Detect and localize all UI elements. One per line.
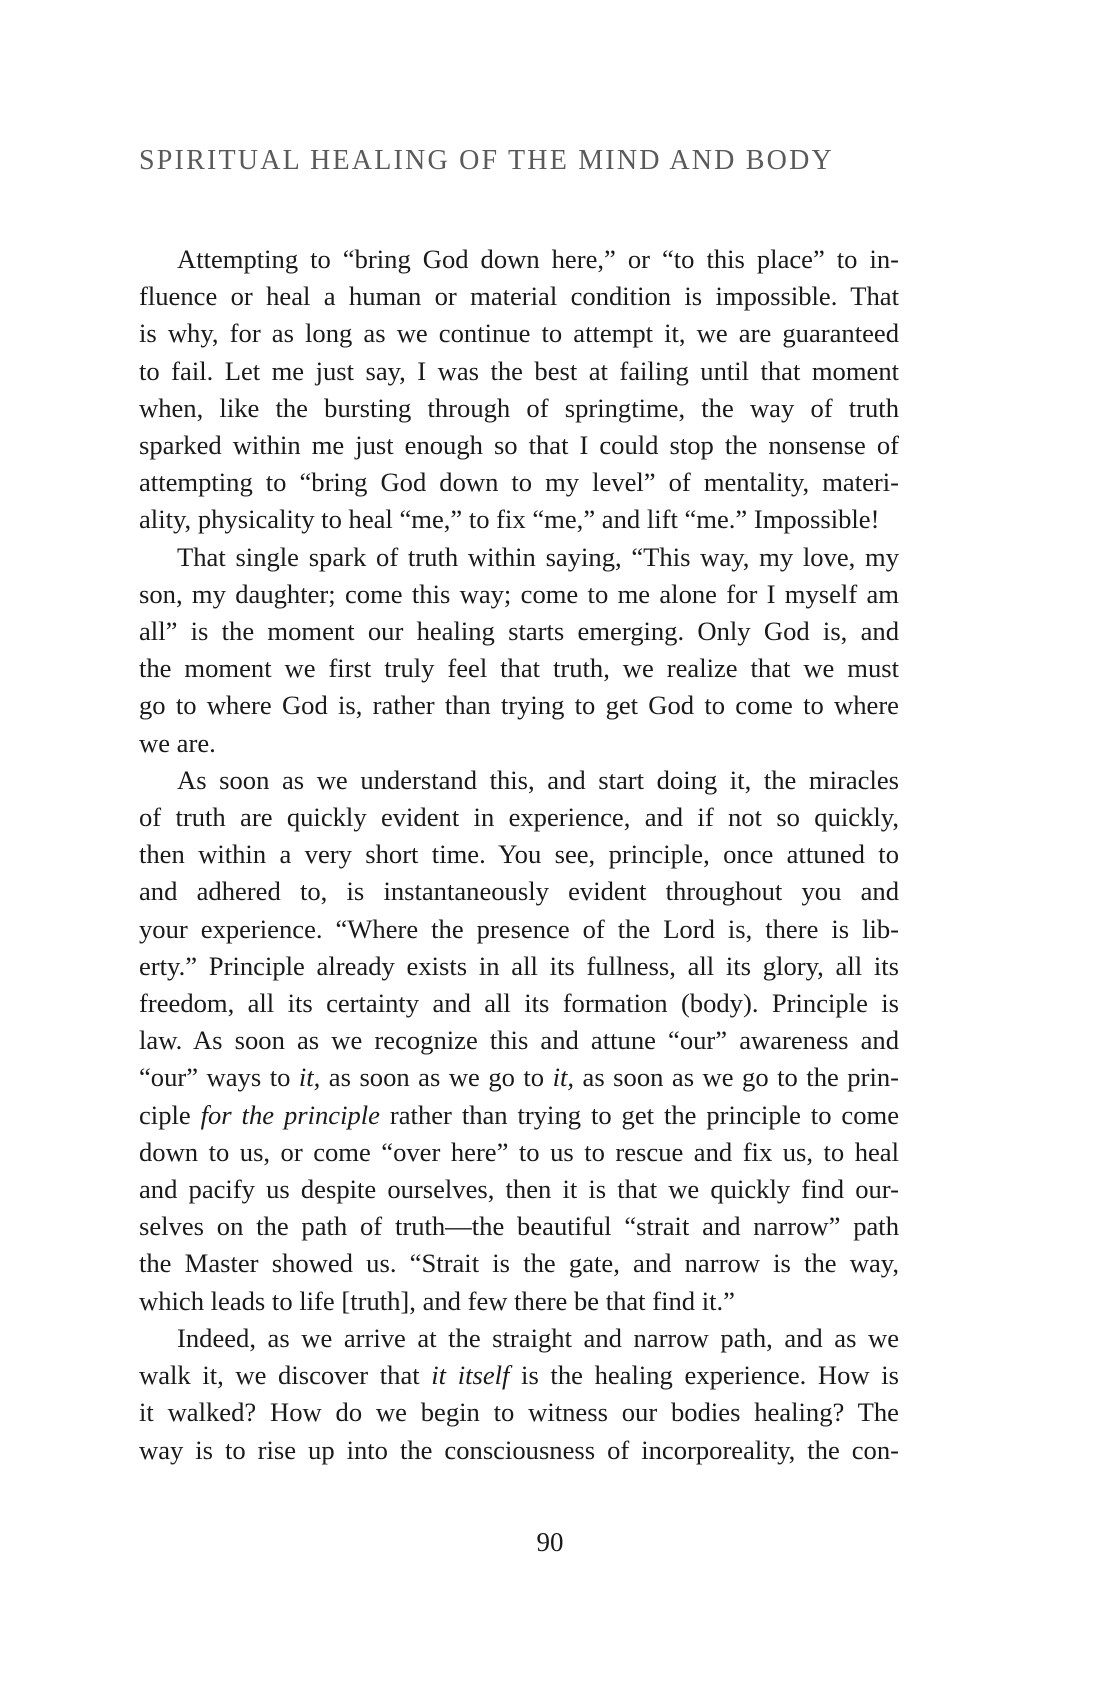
text-line: the moment we first truly feel that truth, we realize that we must (139, 653, 899, 684)
text-line: go to where God is, rather than trying to get God to come to where (139, 690, 899, 721)
text-line: down to us, or come “over here” to us to rescue and fix us, to heal (139, 1136, 899, 1167)
text-line: when, like the bursting through of springtime, the way of truth (139, 392, 899, 423)
text-line: and adhered to, is instantaneously evident throughout you and (139, 876, 899, 907)
italic-text: for the principle (200, 1099, 380, 1130)
text-line: which leads to life [truth], and few there be that find it.” (139, 1285, 735, 1316)
text-line: That single spark of truth within saying, “This way, my love, my (177, 541, 899, 572)
text-line: to fail. Let me just say, I was the best at failing until that moment (139, 355, 899, 386)
text-line (139, 1097, 899, 1134)
text-segment: rather than trying to get the principle to come (379, 1099, 899, 1130)
text-line: fluence or heal a human or material condition is impossible. That (139, 281, 899, 312)
text-line: As soon as we understand this, and start doing it, the miracles (177, 764, 899, 795)
paragraph (139, 762, 899, 1320)
text-line (139, 1357, 899, 1394)
text-segment: walk it, we discover that (139, 1360, 432, 1391)
text-line: freedom, all its certainty and all its formation (body). Principle is (139, 988, 899, 1019)
text-segment: is the healing experience. How is (509, 1360, 899, 1391)
body-text (139, 241, 899, 1469)
text-line: law. As soon as we recognize this and attune “our” awareness and (139, 1025, 899, 1056)
running-head: SPIRITUAL HEALING OF THE MIND AND BODY (139, 145, 834, 176)
text-line: is why, for as long as we continue to attempt it, we are guaranteed (139, 318, 899, 349)
text-line: son, my daughter; come this way; come to me alone for I myself am (139, 578, 899, 609)
italic-text: it, (298, 1062, 321, 1093)
text-line: ality, physicality to heal “me,” to fix “me,” and lift “me.” Impossible! (139, 504, 880, 535)
text-line: Indeed, as we arrive at the straight and narrow path, and as we (177, 1322, 899, 1353)
text-line: it walked? How do we begin to witness our bodies healing? The (139, 1397, 899, 1428)
text-segment: as soon as we go to the prin- (574, 1062, 899, 1093)
text-line: selves on the path of truth—the beautiful “strait and narrow” path (139, 1211, 899, 1242)
text-line: attempting to “bring God down to my level” of mentality, materi- (139, 467, 899, 498)
text-line: and pacify us despite ourselves, then it is that we quickly find our- (139, 1174, 899, 1205)
text-segment: ciple (139, 1099, 201, 1130)
text-line: the Master showed us. “Strait is the gate, and narrow is the way, (139, 1248, 899, 1279)
text-line: Attempting to “bring God down here,” or “to this place” to in- (177, 244, 899, 274)
text-line: then within a very short time. You see, principle, once attuned to (139, 839, 899, 870)
paragraph (139, 241, 899, 539)
text-line: way is to rise up into the consciousness of incorporeality, the con- (139, 1434, 899, 1465)
text-line: your experience. “Where the presence of the Lord is, there is lib- (139, 913, 899, 944)
text-line: we are. (139, 727, 216, 758)
italic-text: it, (552, 1062, 575, 1093)
paragraph (139, 1320, 899, 1469)
text-line: of truth are quickly evident in experience, and if not so quickly, (139, 802, 899, 833)
paragraph (139, 539, 899, 762)
page-number: 90 (536, 1527, 564, 1557)
text-segment: “our” ways to (139, 1062, 299, 1093)
italic-text: it itself (431, 1360, 510, 1391)
text-segment: as soon as we go to (320, 1062, 553, 1093)
text-line: erty.” Principle already exists in all its fullness, all its glory, all its (139, 950, 899, 981)
text-line: sparked within me just enough so that I could stop the nonsense of (139, 430, 899, 461)
text-line: all” is the moment our healing starts emerging. Only God is, and (139, 616, 899, 647)
text-line (139, 1059, 899, 1096)
